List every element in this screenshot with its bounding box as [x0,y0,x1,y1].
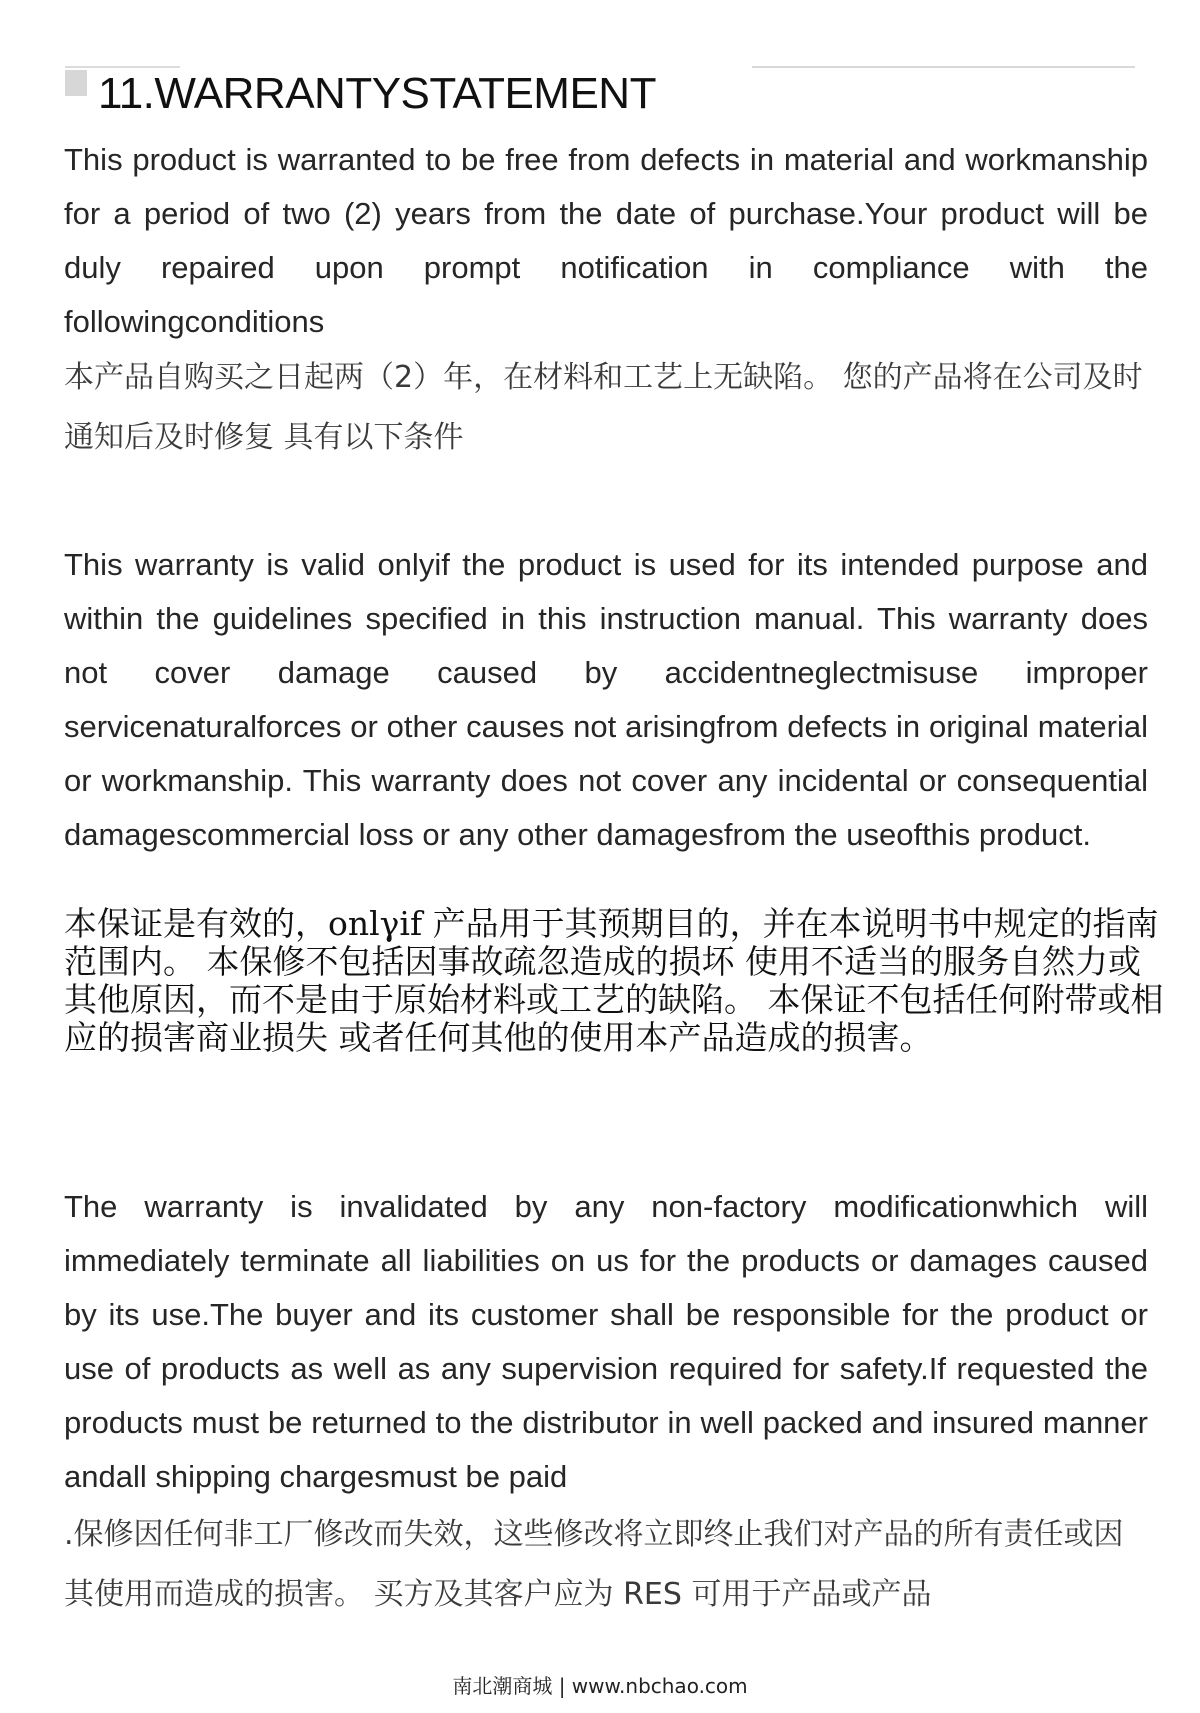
header-rule-right [752,66,1135,68]
paragraph-3-chinese [64,1505,1148,1625]
section-title: 11.WARRANTYSTATEMENT [98,69,656,118]
header-marker-square [65,70,87,96]
paragraph-1-english [64,133,1148,349]
paragraph-2-chinese [64,904,1164,1057]
paragraph-2-chinese-text: 本保证是有效的，onlγif 产品用于其预期目的，并在本说明书中规定的指南范围内。 本保修不包括因事故疏忽造成的损坏 使用不适当的服务自然力或其他原因，而不是由于原始材料或工艺的缺陷。 本保证不包括任何附带或相应的损害商业损失 或者任何其他的使用本产品造成的损害。 [64,904,1164,1057]
paragraph-1-english-text: This product is warranted to be free from defects in material and workmanship for a period of two (2) years from the date of purchase.Your product will be duly repaired upon prompt notification in compliance with the followingconditions [64,142,1148,339]
paragraph-3-english-text: The warranty is invalidated by any non-factory modificationwhich will immediately terminate all liabilities on us for the products or damages caused by its use.The buyer and its customer shall be responsible for the product or use of products as well as any supervision required for safety.If requested the products must be returned to the distributor in well packed and insured manner andall shipping chargesmust be paid [64,1189,1148,1494]
paragraph-3-chinese-text: .保修因任何非工厂修改而失效，这些修改将立即终止我们对产品的所有责任或因其使用而造成的损害。 买方及其客户应为 RES 可用于产品或产品 [64,1517,1124,1612]
paragraph-2-english [64,538,1148,862]
paragraph-3-english [64,1180,1148,1504]
paragraph-1-chinese [64,348,1148,468]
footer-watermark: 南北潮商城 | www.nbchao.com [452,1674,748,1698]
paragraph-1-chinese-text: 本产品自购买之日起两（2）年，在材料和工艺上无缺陷。 您的产品将在公司及时通知后及时修复 具有以下条件 [64,360,1143,455]
paragraph-2-english-text: This warranty is valid onlyif the product is used for its intended purpose and within the guidelines specified in this instruction manual. This warranty does not cover damage caused by accidentneglectmisuse improper servicenaturalforces or other causes not arisingfrom defects in original material or workmanship. This warranty does not cover any incidental or consequential damagescommercial loss or any other damagesfrom the useofthis product. [64,547,1148,852]
